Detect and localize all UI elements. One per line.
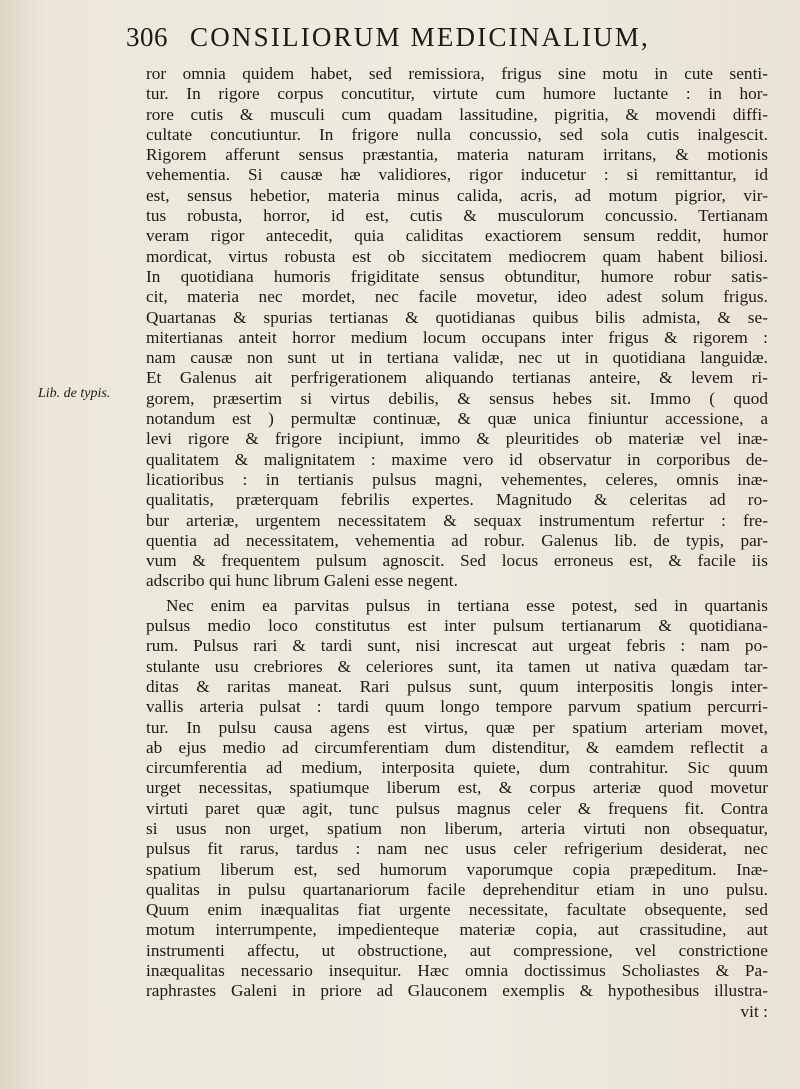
text-line: Quum enim inæqualitas fiat urgente necessitate, facultate obsequente, sed — [146, 900, 768, 920]
text-line: gorem, præsertim si virtus debilis, & sensus hebes sit. Immo ( quod — [146, 388, 768, 408]
text-line: tur. In pulsu causa agens est virtus, quæ per spatium arteriam movet, — [146, 717, 768, 737]
text-line: quentia ad necessitatem, vehementia ad robur. Galenus lib. de typis, par- — [146, 530, 768, 550]
text-line: qualitas in pulsu quartanariorum facile deprehenditur etiam in uno pulsu. — [146, 879, 768, 899]
text-line: mitertianas anteit horror medium locum occupans inter frigus & rigorem : — [146, 327, 768, 347]
margin-note-lib-de-typis: Lib. de typis. — [38, 386, 111, 401]
text-line: Rigorem afferunt sensus præstantia, materia naturam irritans, & motionis — [146, 145, 768, 165]
text-line: cultate concutiuntur. In frigore nulla concussio, sed sola cutis inalgescit. — [146, 124, 768, 144]
text-line: rore cutis & musculi cum quadam lassitudine, pigritia, & movendi diffi- — [146, 104, 768, 124]
text-line: ror omnia quidem habet, sed remissiora, frigus sine motu in cute senti- — [146, 64, 768, 83]
text-line: In quotidiana humoris frigiditate sensus obtunditur, humore robur satis- — [146, 266, 768, 286]
text-line: Nec enim ea parvitas pulsus in tertiana esse potest, sed in quartanis — [166, 595, 768, 615]
page-header — [126, 18, 726, 62]
text-line: si usus non urget, spatium non liberum, arteria virtuti non obsequatur, — [146, 818, 768, 838]
text-line: adscribo qui hunc librum Galeni esse negent. — [146, 571, 458, 591]
text-line: stulante usu crebriores & celeriores sunt, ita tamen ut nativa quædam tar- — [146, 656, 768, 676]
text-line: tus robusta, horror, id est, cutis & musculorum concussio. Tertianam — [146, 206, 768, 226]
text-line: veram rigor antecedit, quia caliditas exactiorem sensum reddit, humor — [146, 226, 768, 246]
text-line: vallis arteria pulsat : tardi quum longo tempore parvum spatium percurri- — [146, 697, 768, 717]
text-line: cit, materia nec mordet, nec facile movetur, ideo adest solum frigus. — [146, 287, 768, 307]
text-line: ab ejus medio ad circumferentiam dum distenditur, & eamdem reflectit a — [146, 737, 768, 757]
text-line: licatioribus : in tertianis pulsus magni, vehementes, celeres, omnis inæ- — [146, 469, 768, 489]
text-line: vehementia. Si causæ hæ validiores, rigor inducetur : si remittantur, id — [146, 165, 768, 185]
text-line: mordicat, virtus robusta est ob siccitatem mediocrem quam habent biliosi. — [146, 246, 768, 266]
text-line: bur arteriæ, urgentem necessitatem & sequax instrumentum refertur : fre- — [146, 510, 768, 530]
text-line: motum interrumpente, impedienteque materiæ copia, aut crassitudine, aut — [146, 920, 768, 940]
page-number: 306 — [126, 22, 168, 52]
text-line: circumferentia ad medium, interposita quiete, dum contrahitur. Sic quum — [146, 758, 768, 778]
text-line: ditas & raritas maneat. Rari pulsus sunt, quum interpositis longis inter- — [146, 676, 768, 696]
text-line: pulsus fit rarus, tardus : nam nec usus celer refrigerium desiderat, nec — [146, 839, 768, 859]
text-line: inæqualitas necessario insequitur. Hæc omnia doctissimus Scholiastes & Pa- — [146, 961, 768, 981]
text-line: rum. Pulsus rari & tardi sunt, nisi increscat aut urgeat febris : nam po- — [146, 636, 768, 656]
text-line: levi rigore & frigore incipiunt, immo & pleuritides ob materiæ vel inæ- — [146, 429, 768, 449]
text-line: nam causæ non sunt ut in tertiana validæ, nec ut in quotidiana languidæ. — [146, 348, 768, 368]
text-line: qualitatem & malignitatem : maxime vero id observatur in corporibus de- — [146, 449, 768, 469]
text-line: tur. In rigore corpus concutitur, virtute cum humore luctante : in hor- — [146, 84, 768, 104]
text-line: Et Galenus ait perfrigerationem aliquando tertianas anteire, & levem ri- — [146, 368, 768, 388]
text-line: virtuti paret quæ agit, tunc pulsus magnus celer & frequens fit. Contra — [146, 798, 768, 818]
running-title: CONSILIORUM MEDICINALIUM, — [190, 22, 650, 52]
text-line: urget necessitas, spatiumque liberum est, & corpus arteriæ quod movetur — [146, 778, 768, 798]
text-line: vit : — [740, 1001, 768, 1021]
text-line: spatium liberum est, sed humorum vaporumque copia præpeditum. Inæ- — [146, 859, 768, 879]
text-line: raphrastes Galeni in priore ad Glauconem exemplis & hypothesibus illustra- — [146, 981, 768, 1001]
text-line: notandum est ) permultæ continuæ, & quæ unica finiuntur accessione, a — [146, 409, 768, 429]
text-line: vum & frequentem pulsum agnoscit. Sed locus erroneus est, & facile iis — [146, 551, 768, 571]
body-text — [146, 64, 768, 1022]
text-line: Quartanas & spurias tertianas & quotidianas quibus bilis admista, & se- — [146, 307, 768, 327]
text-line: est, sensus hebetior, materia minus calida, acris, ad motum pigrior, vir- — [146, 185, 768, 205]
text-line: pulsus medio loco constitutus est inter pulsum tertianarum & quotidiana- — [146, 616, 768, 636]
text-line: instrumenti affectu, ut obstructione, aut compressione, vel constrictione — [146, 940, 768, 960]
text-line: qualitatis, præterquam febrilis expertes. Magnitudo & celeritas ad ro- — [146, 490, 768, 510]
